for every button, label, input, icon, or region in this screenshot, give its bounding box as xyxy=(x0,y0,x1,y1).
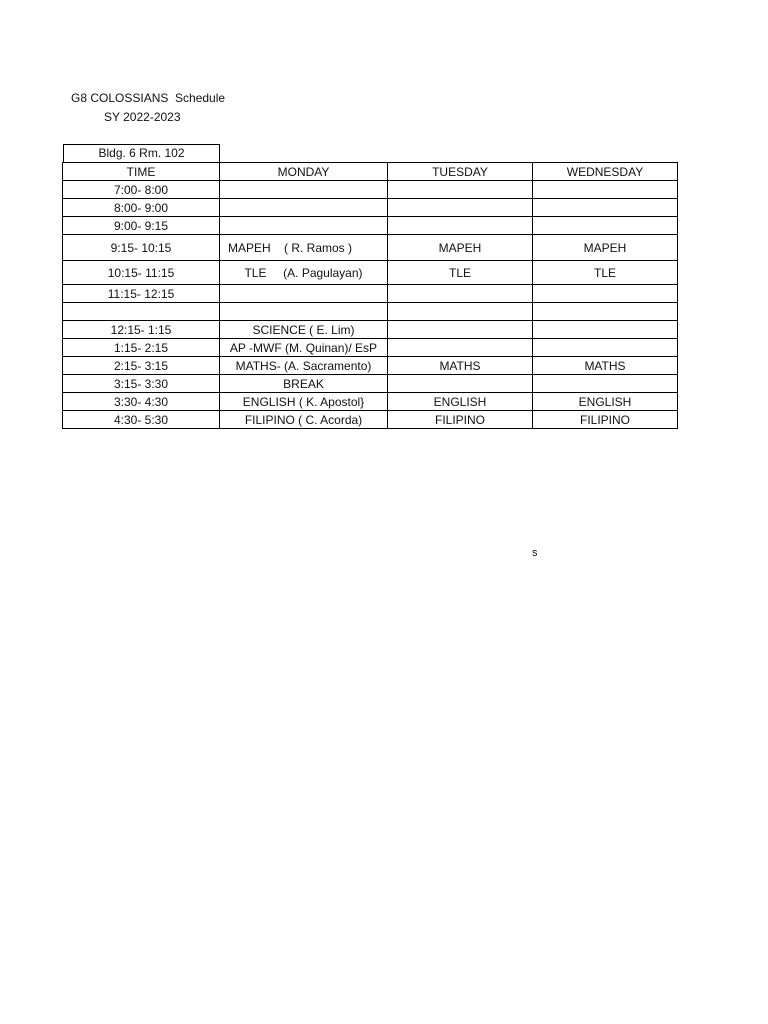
tuesday-cell: MAPEH xyxy=(388,235,533,261)
tuesday-cell xyxy=(388,285,533,303)
column-header-tuesday: TUESDAY xyxy=(388,163,533,181)
time-cell: 3:15- 3:30 xyxy=(63,375,220,393)
schedule-table xyxy=(62,162,678,429)
tuesday-cell: MATHS xyxy=(388,357,533,375)
wednesday-cell xyxy=(533,303,678,321)
tuesday-cell xyxy=(388,199,533,217)
time-cell: 4:30- 5:30 xyxy=(63,411,220,429)
table-row xyxy=(63,375,678,393)
monday-cell: AP -MWF (M. Quinan)/ EsP xyxy=(220,339,388,357)
tuesday-cell: FILIPINO xyxy=(388,411,533,429)
monday-cell xyxy=(220,199,388,217)
tuesday-cell xyxy=(388,303,533,321)
monday-cell: MAPEH ( R. Ramos ) xyxy=(220,235,388,261)
monday-cell xyxy=(220,181,388,199)
tuesday-cell: ENGLISH xyxy=(388,393,533,411)
schedule-title: G8 COLOSSIANS Schedule xyxy=(71,91,226,105)
time-cell: 1:15- 2:15 xyxy=(63,339,220,357)
wednesday-cell xyxy=(533,181,678,199)
wednesday-cell xyxy=(533,217,678,235)
tuesday-cell xyxy=(388,375,533,393)
monday-cell: MATHS- (A. Sacramento) xyxy=(220,357,388,375)
table-row xyxy=(63,411,678,429)
wednesday-cell xyxy=(533,321,678,339)
wednesday-cell: ENGLISH xyxy=(533,393,678,411)
table-row xyxy=(63,303,678,321)
time-cell: 3:30- 4:30 xyxy=(63,393,220,411)
school-year: SY 2022-2023 xyxy=(104,110,181,124)
tuesday-cell xyxy=(388,339,533,357)
time-cell: 8:00- 9:00 xyxy=(63,199,220,217)
wednesday-cell xyxy=(533,285,678,303)
column-header-time: TIME xyxy=(63,163,220,181)
wednesday-cell: MAPEH xyxy=(533,235,678,261)
monday-cell: TLE (A. Pagulayan) xyxy=(220,261,388,285)
table-header-row xyxy=(63,163,678,181)
table-row xyxy=(63,181,678,199)
time-cell: 7:00- 8:00 xyxy=(63,181,220,199)
tuesday-cell xyxy=(388,321,533,339)
tuesday-cell xyxy=(388,217,533,235)
table-row xyxy=(63,339,678,357)
wednesday-cell xyxy=(533,375,678,393)
table-row xyxy=(63,199,678,217)
table-row xyxy=(63,217,678,235)
time-cell: 9:00- 9:15 xyxy=(63,217,220,235)
column-header-monday: MONDAY xyxy=(220,163,388,181)
time-cell: 2:15- 3:15 xyxy=(63,357,220,375)
wednesday-cell xyxy=(533,199,678,217)
tuesday-cell: TLE xyxy=(388,261,533,285)
monday-cell xyxy=(220,303,388,321)
time-cell: 9:15- 10:15 xyxy=(63,235,220,261)
time-cell: 12:15- 1:15 xyxy=(63,321,220,339)
monday-cell xyxy=(220,217,388,235)
tuesday-cell xyxy=(388,181,533,199)
monday-cell: BREAK xyxy=(220,375,388,393)
stray-character: s xyxy=(532,547,538,559)
table-row xyxy=(63,321,678,339)
column-header-wednesday: WEDNESDAY xyxy=(533,163,678,181)
wednesday-cell xyxy=(533,339,678,357)
time-cell xyxy=(63,303,220,321)
table-row xyxy=(63,261,678,285)
time-cell: 10:15- 11:15 xyxy=(63,261,220,285)
monday-cell xyxy=(220,285,388,303)
time-cell: 11:15- 12:15 xyxy=(63,285,220,303)
table-row xyxy=(63,393,678,411)
room-label: Bldg. 6 Rm. 102 xyxy=(63,144,220,162)
table-row xyxy=(63,285,678,303)
table-row xyxy=(63,357,678,375)
monday-cell: ENGLISH ( K. Apostol} xyxy=(220,393,388,411)
wednesday-cell: TLE xyxy=(533,261,678,285)
wednesday-cell: FILIPINO xyxy=(533,411,678,429)
wednesday-cell: MATHS xyxy=(533,357,678,375)
monday-cell: SCIENCE ( E. Lim) xyxy=(220,321,388,339)
table-row xyxy=(63,235,678,261)
monday-cell: FILIPINO ( C. Acorda) xyxy=(220,411,388,429)
